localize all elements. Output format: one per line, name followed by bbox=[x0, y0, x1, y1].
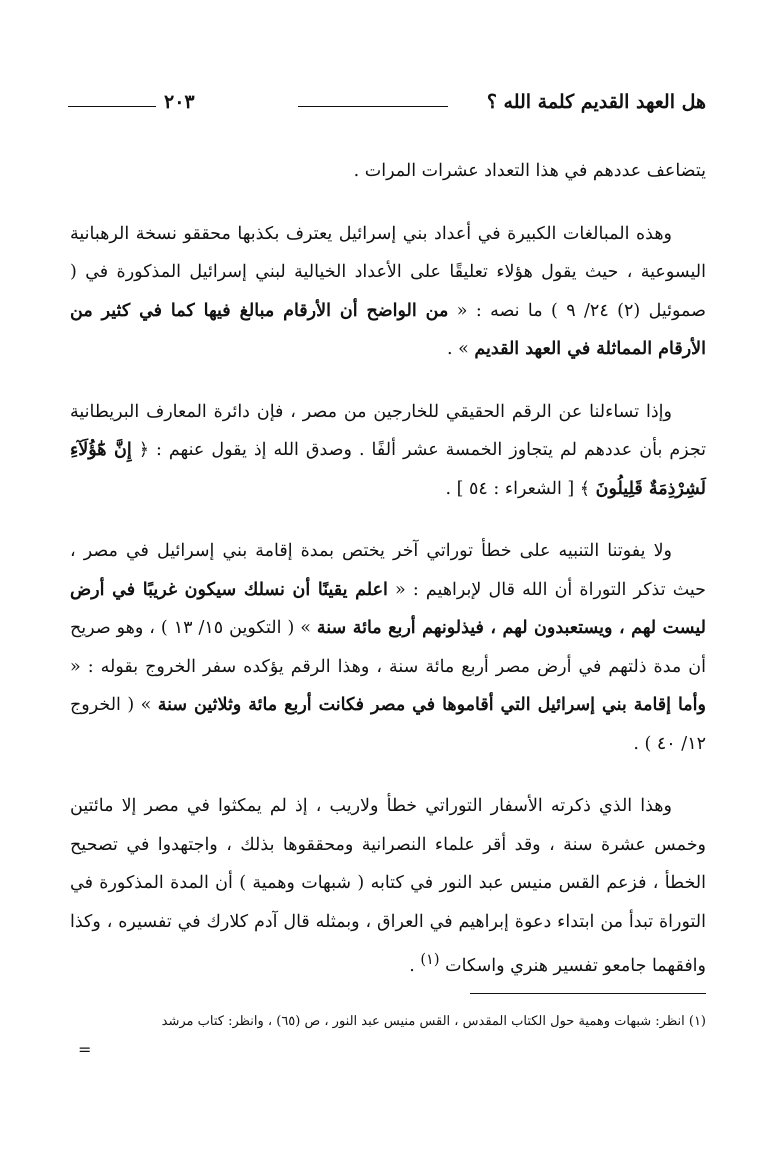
text-run: وهذه المبالغات الكبيرة في أعداد بني إسرائيل يعترف بكذبها محققو نسخة الرهبانية اليسوعية ، حيث يقول هؤلاء تعليقًا على الأعداد الخيالية لبني إسرائيل المذكورة في ( صموئيل (٢) ٢٤/ ٩ ) ما نصه : « bbox=[70, 223, 706, 321]
text-run: » ( الخروج ١٢/ ٤٠ ) . bbox=[70, 695, 706, 754]
paragraph bbox=[70, 152, 706, 191]
paragraph bbox=[70, 393, 706, 509]
quoted-text: إِنَّ هَٰٓؤُلَآءِ لَشِرْذِمَةٌ قَلِيلُونَ bbox=[70, 440, 706, 499]
paragraph bbox=[70, 215, 706, 369]
text-run: » . bbox=[447, 339, 475, 359]
text-run: وإذا تساءلنا عن الرقم الحقيقي للخارجين من مصر ، فإن دائرة المعارف البريطانية تجزم بأن عددهم لم يتجاوز الخمسة عشر ألفًا . وصدق الله إذ يقول عنهم : ﴿ bbox=[70, 401, 706, 460]
text-run: » ( التكوين ١٥/ ١٣ ) ، وهو صريح أن مدة ذلتهم في أرض مصر أربع مائة سنة ، وهذا الرقم يؤكده سفر الخروج بقوله : « bbox=[70, 618, 706, 677]
footnote-separator bbox=[470, 993, 706, 994]
quoted-text: من الواضح أن الأرقام مبالغ فيها كما في كثير من الأرقام المماثلة في العهد القديم bbox=[70, 300, 706, 359]
text-run: يتضاعف عددهم في هذا التعداد عشرات المرات . bbox=[353, 161, 706, 181]
text-run: ولا يفوتنا التنبيه على خطأ توراتي آخر يختص بمدة إقامة بني إسرائيل في مصر ، حيث تذكر التوراة أن الله قال لإبراهيم : « bbox=[70, 541, 706, 600]
footnote: (١) انظر: شبهات وهمية حول الكتاب المقدس ، القس منيس عبد النور ، ص (٦٥) ، وانظر: كتاب مرشد bbox=[161, 1014, 706, 1029]
paragraph bbox=[70, 532, 706, 763]
continuation-mark: = bbox=[78, 1040, 92, 1059]
footnote-reference[interactable]: (١) bbox=[420, 951, 440, 968]
text-run: وهذا الذي ذكرته الأسفار التوراتي خطأ ولاريب ، إذ لم يمكثوا في مصر إلا مائتين وخمس عشرة سنة ، وقد أقر علماء النصرانية ومحققوها بذلك ، واجتهدوا في تصحيح الخطأ ، فزعم القس منيس عبد النور في كتابه ( شبهات وهمية ) أن المدة المذكورة في التوراة تبدأ من ابتداء دعوة إبراهيم في العراق ، وبمثله قال آدم كلارك في تفسيره ، وكذا وافقهما جامعو تفسير هنري واسكات bbox=[70, 796, 706, 976]
text-run: . bbox=[409, 955, 421, 976]
body-text bbox=[70, 152, 706, 1009]
quoted-text: اعلم يقينًا أن نسلك سيكون غريبًا في أرض ليست لهم ، ويستعبدون لهم ، فيذلونهم أربع مائة سنة bbox=[70, 579, 706, 638]
header-title: هل العهد القديم كلمة الله ؟ bbox=[486, 91, 706, 113]
quoted-text: وأما إقامة بني إسرائيل التي أقاموها في مصر فكانت أربع مائة وثلاثين سنة bbox=[157, 695, 706, 715]
page-number: ٢٠٣ bbox=[164, 91, 195, 113]
text-run: ﴾ [ الشعراء : ٥٤ ] . bbox=[445, 478, 596, 499]
header-rule bbox=[68, 106, 156, 107]
header-rule bbox=[298, 106, 448, 107]
paragraph bbox=[70, 787, 706, 985]
running-header bbox=[68, 88, 706, 118]
